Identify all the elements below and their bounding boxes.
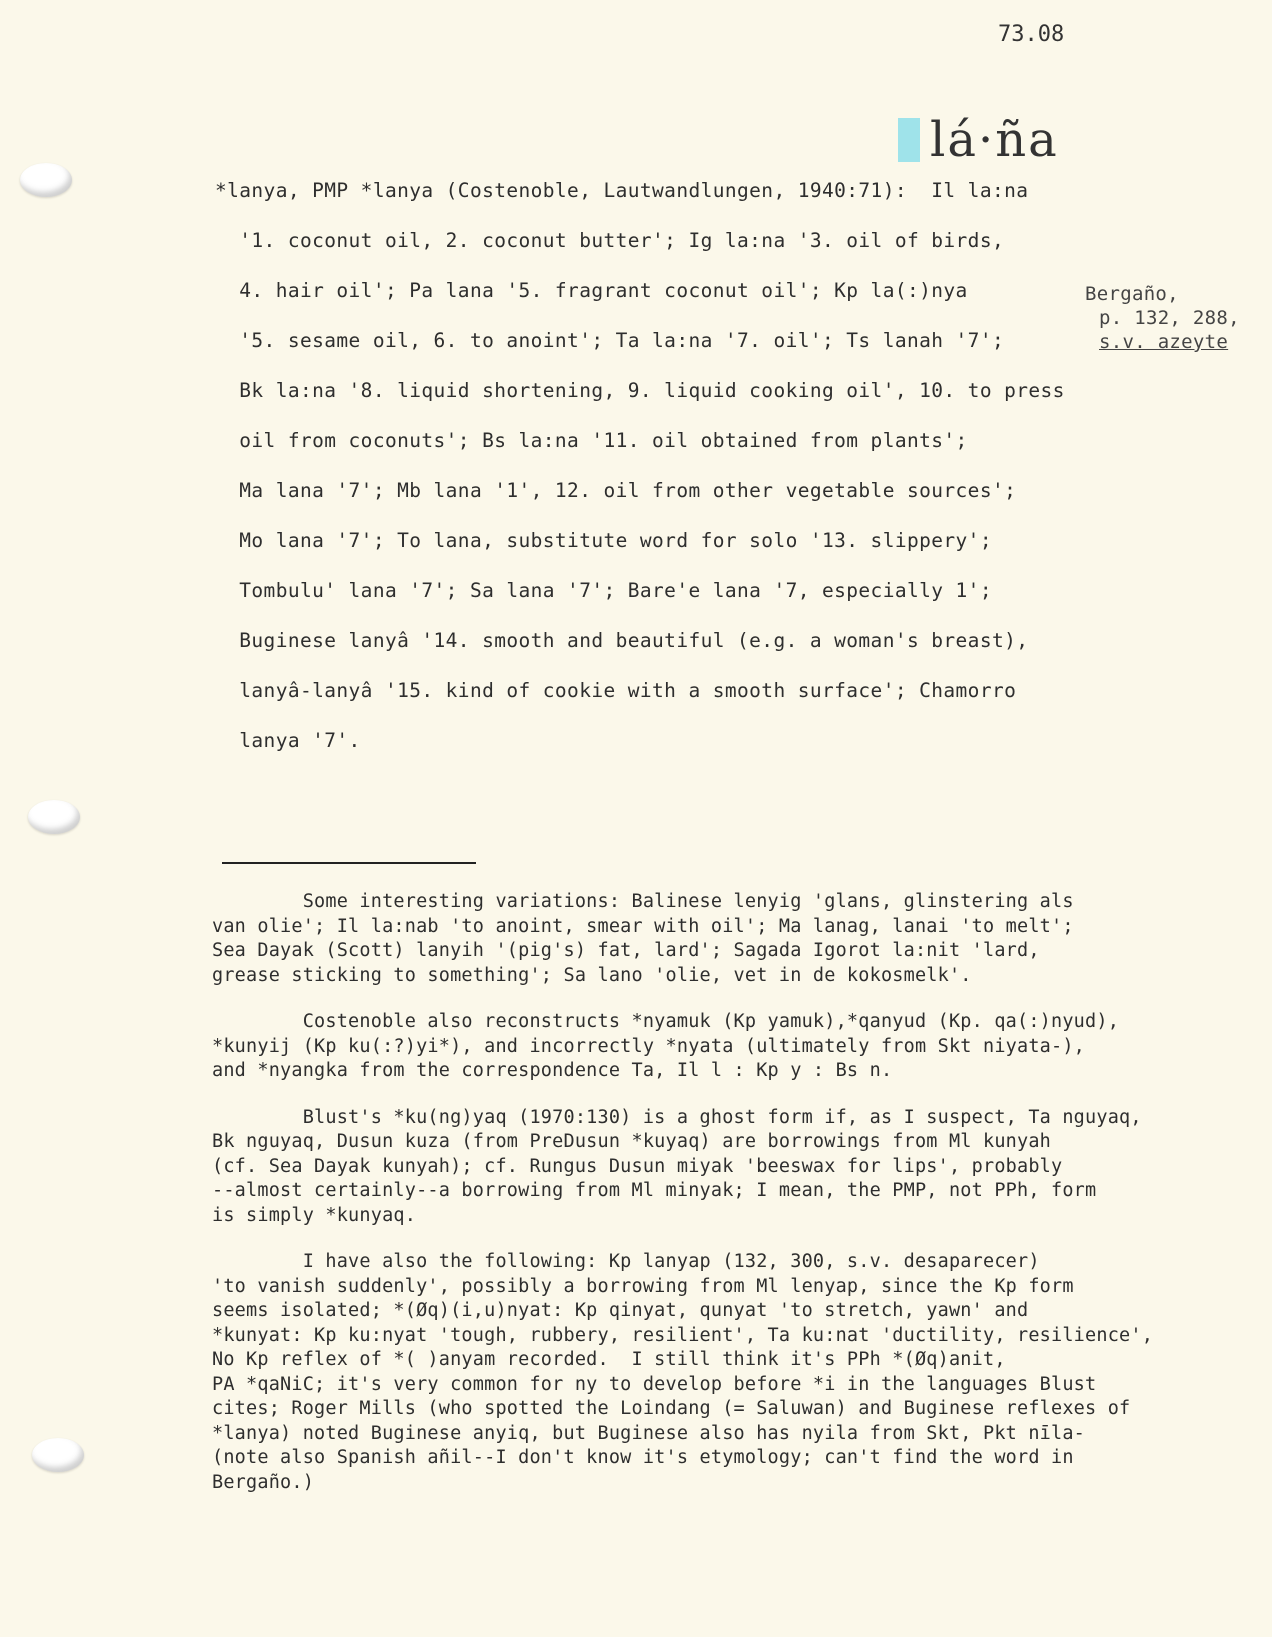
note-line: van olie'; Il la:nab 'to anoint, smear with oil'; Ma lanag, lanai 'to melt';	[212, 915, 1074, 937]
entry-line: Tombulu' lana '7'; Sa lana '7'; Bare'e lana '7, especially 1';	[215, 579, 992, 602]
entry-line: 4. hair oil'; Pa lana '5. fragrant coconut oil'; Kp la(:)nya	[215, 279, 968, 302]
side-note-line: s.v. azeyte	[1099, 331, 1229, 353]
footnote-divider	[222, 862, 476, 864]
entry-line: Mo lana '7'; To lana, substitute word for solo '13. slippery';	[215, 529, 992, 552]
note-line: *kunyij (Kp ku(:?)yi*), and incorrectly *nyata (ultimately from Skt niyata-),	[212, 1035, 1086, 1057]
entry-line: oil from coconuts'; Bs la:na '11. oil obtained from plants';	[215, 429, 968, 452]
punch-hole	[20, 163, 72, 197]
note-line: Some interesting variations: Balinese lenyig 'glans, glinstering als	[212, 891, 1074, 912]
note-line: seems isolated; *(Øq)(i,u)nyat: Kp qinyat, qunyat 'to stretch, yawn' and	[212, 1300, 1029, 1321]
note-line: PA *qaNiC; it's very common for ny to develop before *i in the languages Blust	[212, 1373, 1097, 1395]
side-note-line: p. 132, 288,	[1099, 307, 1240, 329]
entry-line: Ma lana '7'; Mb lana '1', 12. oil from other vegetable sources';	[215, 479, 1017, 502]
entry-line: *lanya, PMP *lanya (Costenoble, Lautwandlungen, 1940:71): Il la:na	[215, 179, 1029, 202]
note-line: and *nyangka from the correspondence Ta, Il l : Kp y : Bs n.	[212, 1060, 893, 1081]
note-line: Bergaño.)	[212, 1471, 315, 1493]
note-line: Sea Dayak (Scott) lanyih '(pig's) fat, lard'; Sagada Igorot la:nit 'lard,	[212, 940, 1040, 961]
note-paragraph	[212, 1106, 1222, 1229]
note-line: (cf. Sea Dayak kunyah); cf. Rungus Dusun miyak 'beeswax for lips', probably	[212, 1155, 1063, 1177]
note-paragraph	[212, 890, 1222, 988]
note-line: --almost certainly--a borrowing from Ml minyak; I mean, the PMP, not PPh, form	[212, 1180, 1097, 1201]
entry-line: '1. coconut oil, 2. coconut butter'; Ig la:na '3. oil of birds,	[215, 229, 1005, 252]
note-line: cites; Roger Mills (who spotted the Loindang (= Saluwan) and Buginese reflexes of	[212, 1398, 1131, 1419]
entry-line: lanya '7'.	[215, 729, 361, 752]
side-note-reference	[1085, 282, 1255, 354]
headword: lá·ña	[930, 112, 1059, 168]
entry-line: '5. sesame oil, 6. to anoint'; Ta la:na '7. oil'; Ts lanah '7';	[215, 329, 1005, 352]
note-line: No Kp reflex of *( )anyam recorded. I still think it's PPh *(Øq)anit,	[212, 1349, 1006, 1370]
note-line: 'to vanish suddenly', possibly a borrowing from Ml lenyap, since the Kp form	[212, 1275, 1074, 1297]
punch-hole	[32, 1438, 84, 1472]
footnotes	[212, 890, 1222, 1517]
page-number: 73.08	[998, 22, 1065, 47]
note-line: *kunyat: Kp ku:nyat 'tough, rubbery, resilient', Ta ku:nat 'ductility, resilience',	[212, 1324, 1154, 1346]
punch-hole	[28, 800, 80, 834]
entry-line: Buginese lanyâ '14. smooth and beautiful (e.g. a woman's breast),	[215, 629, 1029, 652]
note-line: Bk nguyaq, Dusun kuza (from PreDusun *kuyaq) are borrowings from Ml kunyah	[212, 1131, 1052, 1152]
note-line: is simply *kunyaq.	[212, 1204, 417, 1226]
note-paragraph	[212, 1250, 1222, 1495]
side-note-line: Bergaño,	[1085, 283, 1179, 305]
note-line: grease sticking to something'; Sa lano 'olie, vet in de kokosmelk'.	[212, 964, 972, 986]
note-line: I have also the following: Kp lanyap (132, 300, s.v. desaparecer)	[212, 1251, 1040, 1272]
note-line: (note also Spanish añil--I don't know it's etymology; can't find the word in	[212, 1447, 1074, 1468]
entry-line: lanyâ-lanyâ '15. kind of cookie with a smooth surface'; Chamorro	[215, 679, 1017, 702]
note-line: Costenoble also reconstructs *nyamuk (Kp yamuk),*qanyud (Kp. qa(:)nyud),	[212, 1011, 1120, 1032]
entry-line: Bk la:na '8. liquid shortening, 9. liquid cooking oil', 10. to press	[215, 379, 1065, 402]
note-line: Blust's *ku(ng)yaq (1970:130) is a ghost form if, as I suspect, Ta nguyaq,	[212, 1106, 1142, 1128]
headword-highlight-mark	[898, 118, 920, 162]
note-line: *lanya) noted Buginese anyiq, but Buginese also has nyila from Skt, Pkt nīla-	[212, 1422, 1086, 1444]
note-paragraph	[212, 1010, 1222, 1084]
